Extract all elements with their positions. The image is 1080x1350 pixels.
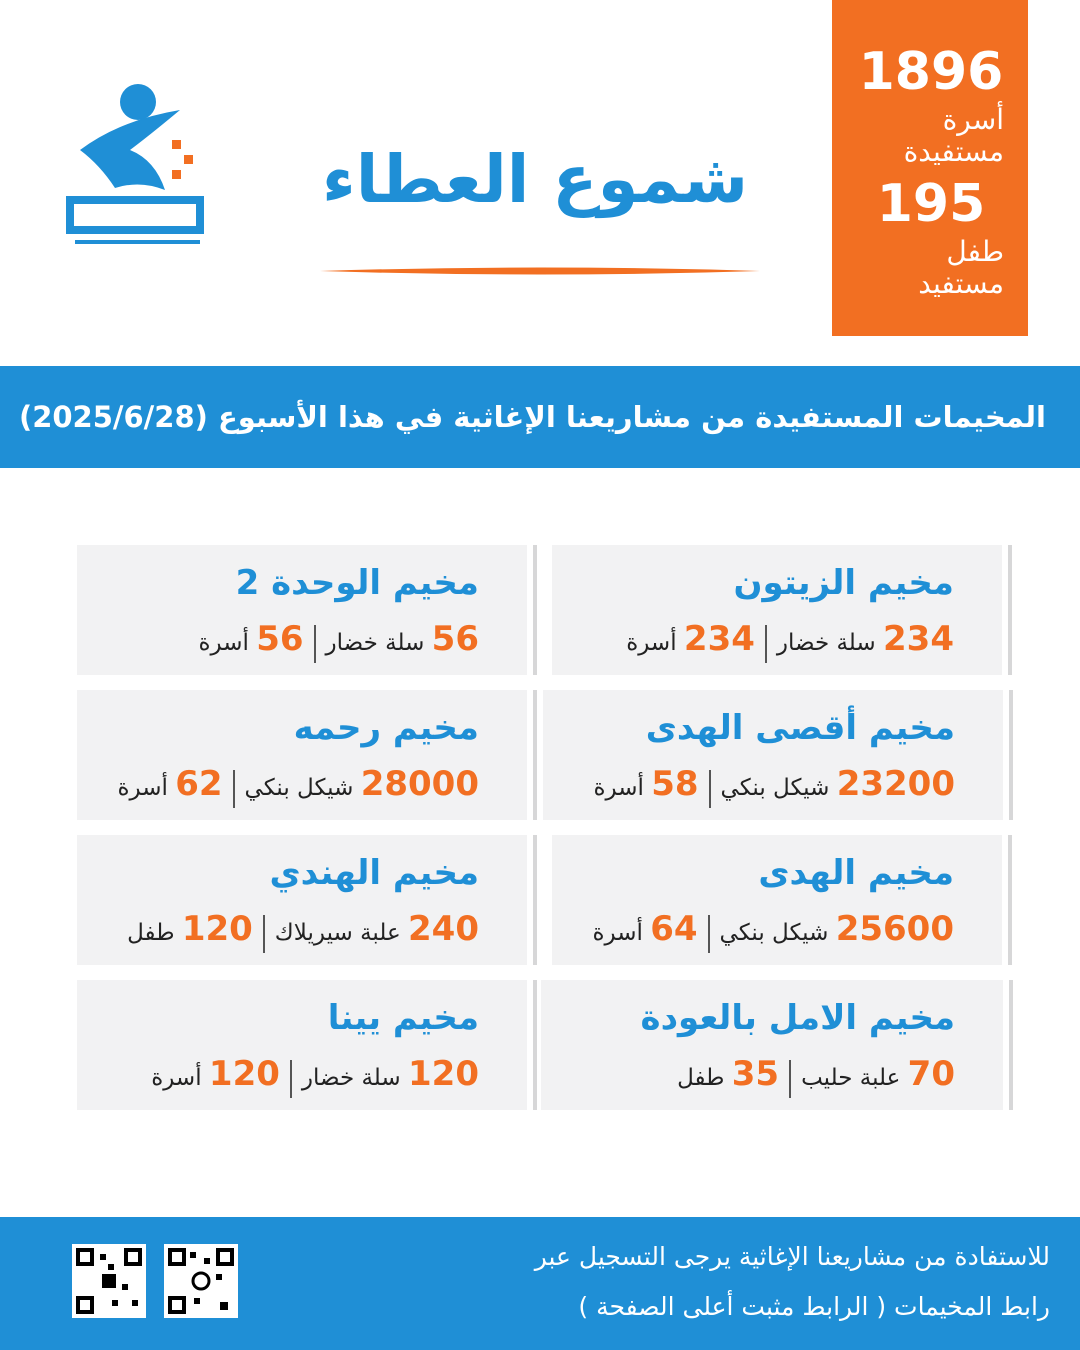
children-label-1: طفل bbox=[946, 235, 1004, 268]
camp-card bbox=[77, 690, 527, 820]
camp-amount-unit: علبة سيريلاك bbox=[274, 920, 401, 946]
families-label-2: مستفيدة bbox=[903, 135, 1004, 168]
camp-stats bbox=[77, 762, 479, 810]
camp-amount: 120 bbox=[408, 1054, 479, 1094]
children-label-2: مستفيد bbox=[918, 267, 1004, 300]
separator bbox=[314, 625, 316, 663]
camp-beneficiaries-unit: أسرة bbox=[117, 775, 168, 801]
separator bbox=[708, 915, 710, 953]
camp-amount: 25600 bbox=[835, 909, 954, 949]
camp-beneficiaries: 120 bbox=[208, 1054, 280, 1094]
camp-stats bbox=[543, 762, 955, 810]
camp-beneficiaries: 64 bbox=[650, 909, 698, 949]
separator bbox=[789, 1060, 791, 1098]
camp-beneficiaries: 234 bbox=[683, 619, 755, 659]
qr-code-icon[interactable] bbox=[72, 1244, 146, 1318]
camp-stats bbox=[77, 617, 479, 665]
stats-box bbox=[832, 0, 1028, 336]
camp-stats bbox=[552, 907, 954, 955]
footer-line-2: رابط المخيمات ( الرابط مثبت أعلى الصفحة ) bbox=[578, 1292, 1050, 1321]
camp-beneficiaries-unit: طفل bbox=[677, 1065, 725, 1091]
camp-card bbox=[552, 835, 1002, 965]
children-count: 195 bbox=[876, 174, 986, 234]
camp-stats bbox=[541, 1052, 955, 1100]
camp-beneficiaries: 56 bbox=[256, 619, 304, 659]
camp-name: مخيم يينا bbox=[327, 998, 479, 1038]
camp-amount-unit: سلة خضار bbox=[325, 630, 425, 656]
families-count: 1896 bbox=[858, 42, 1004, 102]
separator bbox=[765, 625, 767, 663]
camp-card bbox=[77, 835, 527, 965]
camp-beneficiaries-unit: طفل bbox=[127, 920, 175, 946]
qr-code-icon[interactable] bbox=[164, 1244, 238, 1318]
camp-beneficiaries-unit: أسرة bbox=[592, 920, 643, 946]
organization-logo bbox=[60, 80, 220, 260]
camp-beneficiaries-unit: أسرة bbox=[626, 630, 677, 656]
page-title: شموع العطاء bbox=[321, 141, 749, 218]
camp-stats bbox=[77, 907, 479, 955]
separator bbox=[233, 770, 235, 808]
camp-card bbox=[543, 690, 1003, 820]
camp-amount-unit: شيكل بنكي bbox=[719, 920, 829, 946]
camp-amount-unit: شيكل بنكي bbox=[720, 775, 830, 801]
camp-beneficiaries-unit: أسرة bbox=[198, 630, 249, 656]
camp-amount: 70 bbox=[907, 1054, 955, 1094]
camp-card bbox=[552, 545, 1002, 675]
footer-text bbox=[360, 1232, 1050, 1332]
camp-name: مخيم الوحدة 2 bbox=[235, 563, 479, 603]
camp-amount: 240 bbox=[408, 909, 479, 949]
camp-beneficiaries: 58 bbox=[651, 764, 699, 804]
camp-card bbox=[77, 545, 527, 675]
separator bbox=[263, 915, 265, 953]
camp-name: مخيم الامل بالعودة bbox=[640, 998, 955, 1038]
camp-name: مخيم رحمه bbox=[293, 708, 479, 748]
camp-amount: 234 bbox=[883, 619, 954, 659]
camp-card bbox=[541, 980, 1003, 1110]
families-label-1: أسرة bbox=[942, 103, 1004, 136]
footer-line-1: للاستفادة من مشاريعنا الإغاثية يرجى التسجيل عبر bbox=[534, 1242, 1050, 1271]
camp-amount-unit: سلة خضار bbox=[776, 630, 876, 656]
camp-stats bbox=[77, 1052, 479, 1100]
camp-name: مخيم أقصى الهدى bbox=[645, 708, 955, 748]
camp-beneficiaries-unit: أسرة bbox=[151, 1065, 202, 1091]
section-heading: المخيمات المستفيدة من مشاريعنا الإغاثية في هذا الأسبوع (2025/6/28) bbox=[18, 400, 1046, 434]
camp-beneficiaries-unit: أسرة bbox=[593, 775, 644, 801]
camp-amount: 56 bbox=[431, 619, 479, 659]
camp-card bbox=[77, 980, 527, 1110]
separator bbox=[290, 1060, 292, 1098]
camp-name: مخيم الهندي bbox=[269, 853, 479, 893]
camp-amount: 23200 bbox=[836, 764, 955, 804]
camp-name: مخيم الهدى bbox=[758, 853, 954, 893]
camp-beneficiaries: 35 bbox=[731, 1054, 780, 1094]
camp-amount-unit: شيكل بنكي bbox=[244, 775, 354, 801]
camp-stats bbox=[552, 617, 954, 665]
camp-amount-unit: علبة حليب bbox=[801, 1065, 901, 1091]
camp-amount-unit: سلة خضار bbox=[301, 1065, 401, 1091]
title-underline bbox=[320, 266, 760, 276]
camp-beneficiaries: 120 bbox=[181, 909, 253, 949]
camp-amount: 28000 bbox=[360, 764, 479, 804]
separator bbox=[709, 770, 711, 808]
camp-name: مخيم الزيتون bbox=[733, 563, 954, 603]
camp-beneficiaries: 62 bbox=[175, 764, 223, 804]
